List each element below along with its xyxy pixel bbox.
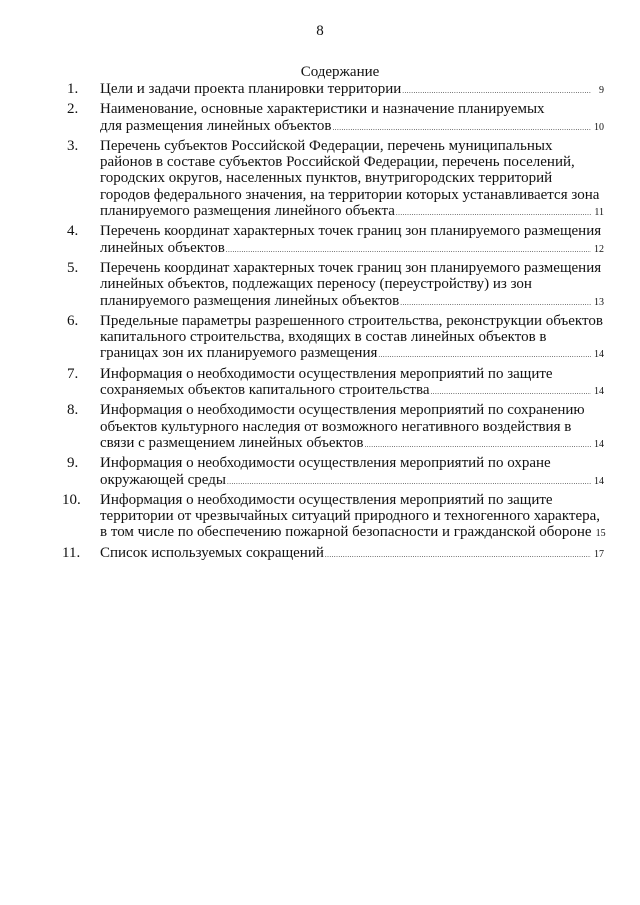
toc-page-number: 11 [594, 207, 604, 219]
toc-page-number: 17 [594, 548, 604, 560]
toc-title: Содержание [300, 64, 380, 80]
toc-entry[interactable] [62, 544, 604, 563]
toc-entry-line: Информация о необходимости осуществления мероприятий по защите [100, 365, 553, 382]
dot-leader [402, 88, 591, 95]
toc-entry[interactable] [67, 365, 604, 401]
dot-leader [400, 300, 591, 307]
toc-entry-title: сохраняемых объектов капитального строительства [100, 382, 430, 399]
toc-entry[interactable] [67, 259, 604, 311]
toc-entry-number: 1. [67, 81, 79, 97]
toc-entry-title: планируемого размещения линейных объектов [100, 292, 400, 309]
toc-entry[interactable] [67, 312, 604, 364]
dot-leader [325, 552, 591, 559]
toc-entry-line: Информация о необходимости осуществления мероприятий по защите [100, 491, 553, 508]
toc-entry-line: капитального строительства, входящих в состав линейных объектов в [100, 329, 547, 346]
toc-entry-number: 10. [62, 491, 81, 508]
toc-page-number: 15 [595, 528, 606, 540]
toc-entry-line: районов в составе субъектов Российской Федерации, перечень поселений, [100, 154, 575, 171]
toc-entry-title: Список используемых сокращений [100, 544, 324, 561]
toc-entry-number: 5. [67, 259, 79, 276]
dot-leader [431, 389, 591, 396]
toc-entry-title: линейных объектов [100, 239, 225, 256]
toc-page-number: 14 [594, 386, 604, 398]
toc-page-number: 9 [599, 85, 604, 96]
toc-page-number: 14 [594, 438, 604, 450]
dot-leader [365, 442, 591, 449]
toc-entry[interactable] [62, 491, 606, 543]
toc-entry[interactable] [67, 101, 604, 136]
toc-entry-title: планируемого размещения линейного объекта [100, 203, 395, 220]
toc-entry-title: Цели и задачи проекта планировки территории [100, 81, 402, 97]
toc-entry[interactable] [67, 223, 604, 258]
toc-entry-number: 4. [67, 223, 79, 240]
table-of-contents [62, 81, 606, 563]
toc-entry-title: окружающей среды [100, 471, 226, 488]
toc-entry-line: территории от чрезвычайных ситуаций природного и техногенного характера, [100, 508, 601, 525]
toc-entry[interactable] [67, 137, 604, 221]
toc-entry-number: 8. [67, 402, 79, 419]
toc-entry-number: 2. [67, 101, 79, 118]
toc-entry-line: линейных объектов, подлежащих переносу (переустройству) из зон [100, 276, 532, 293]
toc-entry-number: 6. [67, 312, 79, 329]
toc-entry[interactable] [67, 402, 604, 453]
toc-entry-line: Наименование, основные характеристики и назначение планируемых [100, 101, 545, 118]
dot-leader [396, 210, 591, 217]
toc-entry-title: в том числе по обеспечению пожарной безопасности и гражданской обороне [100, 524, 592, 541]
toc-entry-number: 7. [67, 365, 79, 382]
toc-entry-line: городских округов, населенных пунктов, внутригородских территорий [100, 170, 553, 187]
dot-leader [226, 247, 591, 254]
dot-leader [378, 352, 591, 359]
toc-entry-line: Информация о необходимости осуществления мероприятий по сохранению [100, 402, 585, 419]
toc-entry[interactable] [67, 455, 604, 490]
toc-entry-line: Перечень координат характерных точек границ зон планируемого размещения [100, 223, 602, 240]
toc-entry-line: Предельные параметры разрешенного строительства, реконструкции объектов [100, 312, 603, 329]
toc-entry-line: Перечень координат характерных точек границ зон планируемого размещения [100, 259, 602, 276]
toc-entry-number: 11. [62, 544, 81, 561]
toc-entry-title: связи с размещением линейных объектов [100, 434, 364, 451]
dot-leader [332, 125, 591, 132]
toc-entry[interactable] [67, 81, 604, 99]
dot-leader [227, 479, 591, 486]
toc-entry-line: городов федерального значения, на территории которых устанавливается зона [100, 186, 600, 203]
toc-entry-number: 9. [67, 455, 79, 472]
toc-entry-title: границах зон их планируемого размещения [100, 345, 378, 362]
toc-page-number: 13 [594, 296, 604, 308]
toc-entry-line: объектов культурного наследия от возможного негативного воздействия в [100, 418, 572, 435]
toc-entry-number: 3. [67, 137, 79, 154]
toc-entry-line: Перечень субъектов Российской Федерации, перечень муниципальных [100, 137, 553, 154]
page-number: 8 [316, 23, 324, 39]
toc-page-number: 12 [594, 243, 604, 255]
toc-page-number: 10 [594, 121, 604, 133]
toc-page-number: 14 [594, 475, 604, 487]
toc-entry-title: для размещения линейных объектов [100, 117, 332, 134]
toc-page-number: 14 [594, 349, 604, 361]
toc-entry-line: Информация о необходимости осуществления мероприятий по охране [100, 455, 551, 472]
